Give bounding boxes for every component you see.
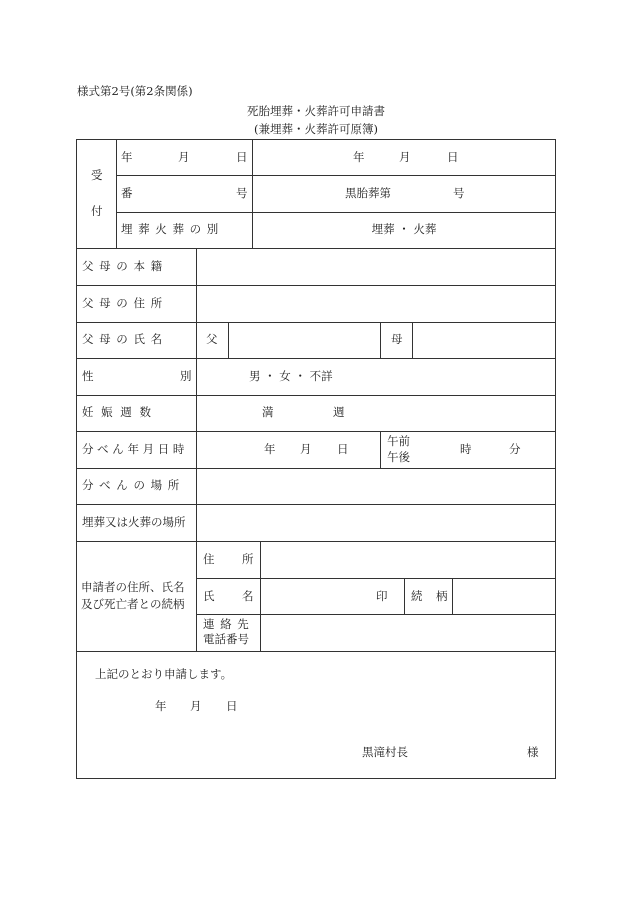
reception-label-bottom: 付 xyxy=(91,204,103,218)
sex-label-left: 性 xyxy=(82,369,94,383)
parents-address-label: 父 母 の 住 所 xyxy=(82,296,164,310)
delivery-month: 月 xyxy=(300,442,312,456)
delivery-day: 日 xyxy=(337,442,349,456)
contact-label-line1: 連 絡 先 xyxy=(203,617,250,631)
gestation-week-label: 週 xyxy=(333,405,345,419)
burial-place-label: 埋葬又は火葬の場所 xyxy=(82,515,186,529)
mother-label: 母 xyxy=(391,332,403,346)
applicant-name-label-right: 名 xyxy=(242,589,254,603)
reception-date-year: 年 xyxy=(353,150,365,164)
delivery-minute: 分 xyxy=(509,442,521,456)
addressee-honorific: 様 xyxy=(527,745,539,759)
burial-type-label: 埋 葬 火 葬 の 別 xyxy=(121,222,220,236)
delivery-pm: 午後 xyxy=(387,450,410,464)
table-border-left xyxy=(76,139,77,778)
application-year: 年 xyxy=(155,699,167,713)
delivery-datetime-label: 分 べ ん 年 月 日 時 xyxy=(82,442,185,456)
gestation-full-label: 満 xyxy=(262,405,274,419)
addressee: 黒滝村長 xyxy=(362,745,408,759)
reception-date-month-label: 月 xyxy=(178,150,190,164)
applicant-name-label-left: 氏 xyxy=(203,589,215,603)
father-label: 父 xyxy=(206,332,218,346)
delivery-am: 午前 xyxy=(387,434,410,448)
reception-label-top: 受 xyxy=(91,168,103,182)
delivery-year: 年 xyxy=(264,442,276,456)
table-border-right xyxy=(555,139,556,778)
application-month: 月 xyxy=(190,699,202,713)
gestation-weeks-label: 妊 娠 週 数 xyxy=(82,405,153,419)
applicant-address-label-right: 所 xyxy=(242,552,254,566)
reception-number-label-left: 番 xyxy=(121,186,133,200)
applicant-relation-label-right: 柄 xyxy=(436,589,448,603)
applicant-label-line1: 申請者の住所、氏名 xyxy=(81,580,185,594)
seal-mark: 印 xyxy=(376,589,388,603)
form-subtitle: (兼埋葬・火葬許可原簿) xyxy=(254,122,378,136)
form-title: 死胎埋葬・火葬許可申請書 xyxy=(247,104,385,118)
form-number: 様式第2号(第2条関係) xyxy=(77,84,193,98)
reception-date-day: 日 xyxy=(447,150,459,164)
applicant-relation-label-left: 続 xyxy=(411,589,423,603)
sex-value: 男 ・ 女 ・ 不詳 xyxy=(249,369,333,383)
burial-type-value: 埋葬 ・ 火葬 xyxy=(371,222,437,236)
parents-name-label: 父 母 の 氏 名 xyxy=(82,332,164,346)
reception-date-year-label: 年 xyxy=(121,150,133,164)
table-border-top xyxy=(76,139,556,140)
table-border-bottom xyxy=(76,778,556,779)
application-statement: 上記のとおり申請します。 xyxy=(95,667,233,681)
contact-label-line2: 電話番号 xyxy=(203,632,249,646)
application-day: 日 xyxy=(226,699,238,713)
reception-number-suffix: 号 xyxy=(453,186,465,200)
parents-domicile-label: 父 母 の 本 籍 xyxy=(82,259,164,273)
delivery-place-label: 分 べ ん の 場 所 xyxy=(82,478,181,492)
delivery-hour: 時 xyxy=(460,442,472,456)
reception-number-label-right: 号 xyxy=(236,186,248,200)
reception-date-month: 月 xyxy=(399,150,411,164)
applicant-address-label-left: 住 xyxy=(203,552,215,566)
reception-number-prefix: 黒胎葬第 xyxy=(345,186,391,200)
applicant-label-line2: 及び死亡者との続柄 xyxy=(81,597,185,611)
reception-date-day-label: 日 xyxy=(236,150,248,164)
sex-label-right: 別 xyxy=(180,369,192,383)
